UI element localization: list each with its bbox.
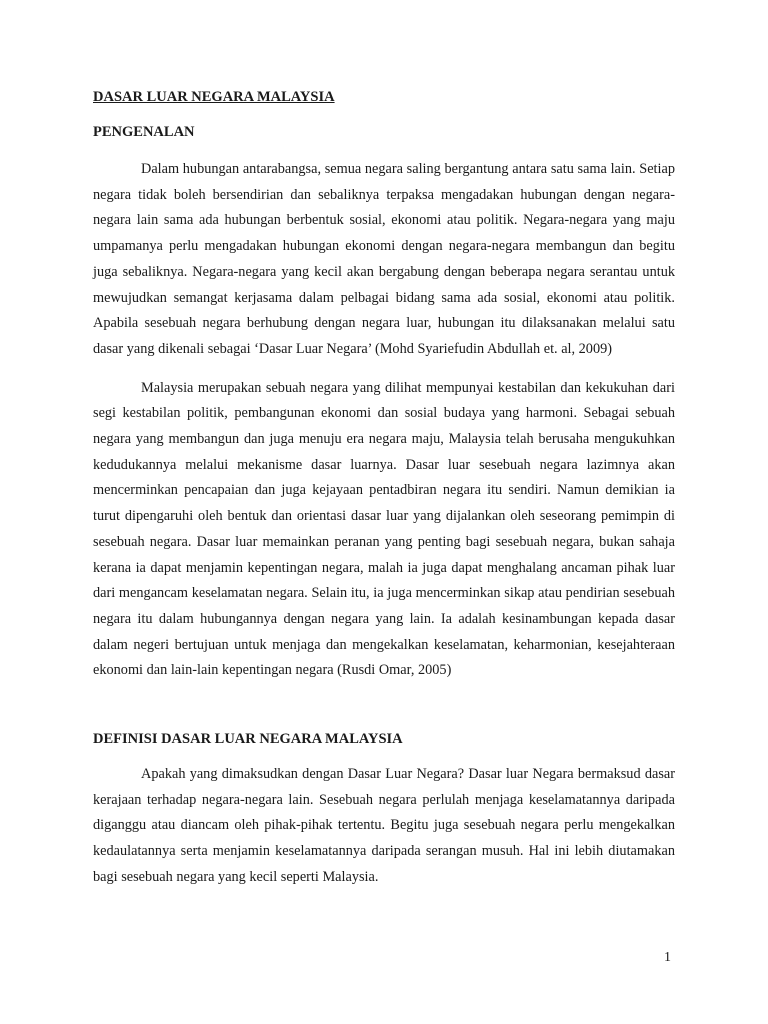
section-heading-definisi: DEFINISI DASAR LUAR NEGARA MALAYSIA	[93, 731, 403, 748]
paragraph-intro-2: Malaysia merupakan sebuah negara yang dilihat mempunyai kestabilan dan kekukuhan dari segi kestabilan politik, pembangunan ekonomi dan sosial budaya yang harmoni. Sebagai sebuah negara yang membangun dan juga menuju era negara maju, Malaysia telah berusaha mengukuhkan kedudukannya melalui mekanisme dasar luarnya. Dasar luar sesebuah negara lazimnya akan mencerminkan pencapaian dan juga kejayaan pentadbiran negara itu sendiri. Namun demikian ia turut dipengaruhi oleh bentuk dan orientasi dasar luar yang dijalankan oleh seseorang pemimpin di sesebuah negara. Dasar luar memainkan peranan yang penting bagi sesebuah negara, bukan sahaja kerana ia dapat menjamin kepentingan negara, malah ia juga dapat menghalang ancaman pihak luar dari mengancam keselamatan negara. Selain itu, ia juga mencerminkan sikap atau pendirian sesebuah negara itu dalam hubungannya dengan negara yang lain. Ia adalah kesinambungan kepada dasar dalam negeri bertujuan untuk menjaga dan mengekalkan keselamatan, keharmonian, kesejahteraan ekonomi dan lain-lain kepentingan negara (Rusdi Omar, 2005)	[93, 379, 675, 679]
paragraph-definisi-1: Apakah yang dimaksudkan dengan Dasar Luar Negara? Dasar luar Negara bermaksud dasar kerajaan terhadap negara-negara lain. Sesebuah negara perlulah menjaga keselamatannya daripada diganggu atau diancam oleh pihak-pihak tertentu. Begitu juga sesebuah negara perlu mengekalkan kedaulatannya serta menjamin keselamatannya daripada serangan musuh. Hal ini lebih diutamakan bagi sesebuah negara yang kecil seperti Malaysia.	[93, 766, 675, 885]
document-page	[93, 88, 675, 891]
paragraph-intro-1: Dalam hubungan antarabangsa, semua negara saling bergantung antara satu sama lain. Setiap negara tidak boleh bersendirian dan sebaliknya terpaksa mengadakan hubungan dengan negara-negara lain sama ada hubungan berbentuk sosial, ekonomi atau politik. Negara-negara yang maju umpamanya perlu mengadakan hubungan ekonomi dengan negara-negara membangun dan begitu juga sebaliknya. Negara-negara yang kecil akan bergabung dengan beberapa negara serantau untuk mewujudkan semangat kerjasama dalam pelbagai bidang sama ada sosial, ekonomi atau politik. Apabila sesebuah negara berhubung dengan negara luar, hubungan itu dilaksanakan melalui satu dasar yang dikenali sebagai ‘Dasar Luar Negara’ (Mohd Syariefudin Abdullah et. al, 2009)	[93, 161, 675, 357]
section-heading-pengenalan: PENGENALAN	[93, 124, 195, 140]
page-number: 1	[664, 950, 671, 965]
document-title: DASAR LUAR NEGARA MALAYSIA	[93, 89, 335, 105]
